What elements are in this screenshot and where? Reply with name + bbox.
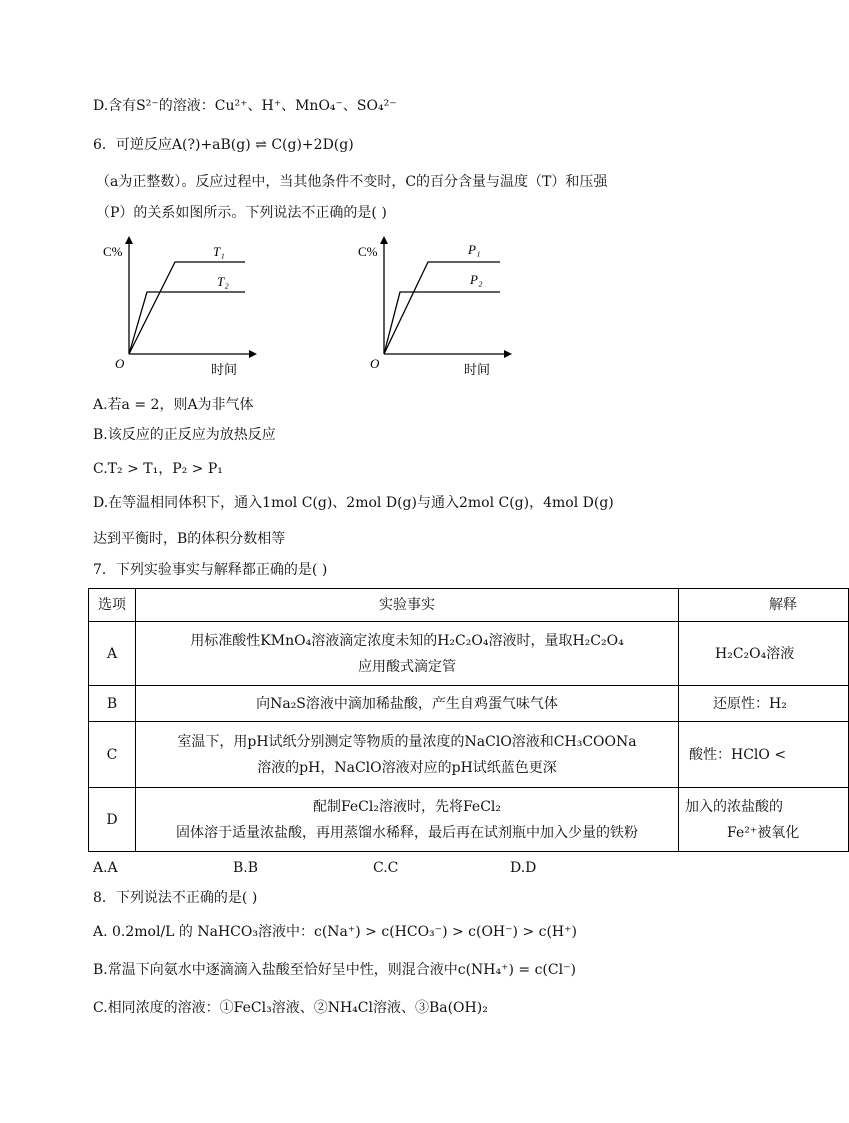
curve-p2	[384, 292, 500, 354]
y-axis-arrow	[125, 236, 133, 244]
row-explain	[679, 686, 849, 722]
graph2-curve-bottom: P₂	[470, 272, 483, 287]
graph2-origin: O	[370, 356, 380, 371]
row-fact	[136, 722, 679, 788]
row-fact	[136, 788, 679, 852]
row-label: A	[89, 622, 136, 686]
fact-line2: 固体溶于适量浓盐酸，再用蒸馏水稀释，最后再在试剂瓶中加入少量的铁粉	[176, 824, 638, 841]
fact-line1: 用标准酸性KMnO₄溶液滴定浓度未知的H₂C₂O₄溶液时，量取H₂C₂O₄	[190, 632, 624, 649]
q6-stem-line3: （P）的关系如图所示。下列说法不正确的是( )	[96, 205, 387, 221]
table-row	[89, 788, 849, 852]
q7-stem: 7．下列实验事实与解释都正确的是( )	[93, 562, 328, 578]
explain-line1: 酸性：HClO <	[689, 746, 787, 763]
experiment-table	[88, 588, 849, 852]
answer-option-c: C.C	[373, 860, 399, 876]
graph1-xlabel: 时间	[211, 363, 238, 378]
x-axis-arrow	[249, 350, 257, 358]
curve-p1	[384, 262, 500, 354]
graph1-curve-top: T₁	[213, 244, 225, 259]
table-row	[89, 722, 849, 788]
answer-option-d: D.D	[510, 860, 537, 876]
header-explain: 解释	[679, 589, 849, 622]
graph1-curve-bottom: T₂	[217, 274, 229, 289]
q8-option-a: A. 0.2mol/L 的 NaHCO₃溶液中：c(Na⁺) > c(HCO₃⁻) > c(OH⁻) > c(H⁺)	[93, 924, 577, 940]
fact-line1: 室温下，用pH试纸分别测定等物质的量浓度的NaClO溶液和CH₃COONa	[177, 733, 637, 750]
header-fact: 实验事实	[136, 589, 679, 622]
q8-option-b: B.常温下向氨水中逐滴滴入盐酸至恰好呈中性，则混合液中c(NH₄⁺) = c(Cl⁻)	[93, 962, 576, 978]
answer-option-a: A.A	[93, 860, 118, 876]
pressure-graph	[350, 232, 520, 380]
q8-option-c: C.相同浓度的溶液：①FeCl₃溶液、②NH₄Cl溶液、③Ba(OH)₂	[93, 1000, 488, 1016]
graph2-curve-top: P₁	[468, 242, 481, 257]
explain-line1: 加入的浓盐酸的	[685, 798, 783, 815]
header-option: 选项	[89, 589, 136, 622]
graph2-ylabel: C%	[358, 244, 378, 259]
table-row	[89, 686, 849, 722]
row-label: B	[89, 686, 136, 722]
row-label: C	[89, 722, 136, 788]
q6-option-c: C.T₂ > T₁，P₂ > P₁	[93, 461, 223, 477]
graph1-origin: O	[115, 356, 125, 371]
row-label: D	[89, 788, 136, 852]
graph1-ylabel: C%	[103, 244, 123, 259]
explain-line1: 还原性：H₂	[713, 695, 787, 712]
table-header-row	[89, 589, 849, 622]
x-axis-arrow	[504, 350, 512, 358]
y-axis-arrow	[380, 236, 388, 244]
q6-stem-line1: 6．可逆反应A(?)+aB(g) ⇌ C(g)+2D(g)	[93, 137, 354, 153]
curve-t2	[129, 292, 245, 354]
fact-line2: 溶液的pH，NaClO溶液对应的pH试纸蓝色更深	[257, 759, 557, 776]
row-fact	[136, 686, 679, 722]
q6-option-b: B.该反应的正反应为放热反应	[93, 427, 276, 443]
fact-line1: 配制FeCl₂溶液时，先将FeCl₂	[312, 798, 502, 815]
answer-option-b: B.B	[233, 860, 259, 876]
q5-option-d: D.含有S²⁻的溶液：Cu²⁺、H⁺、MnO₄⁻、SO₄²⁻	[93, 98, 397, 114]
q6-option-d-line1: D.在等温相同体积下，通入1mol C(g)、2mol D(g)与通入2mol C(g)，4mol D(g)	[93, 495, 614, 511]
q6-option-a: A.若a = 2，则A为非气体	[93, 397, 254, 413]
row-explain	[679, 622, 849, 686]
row-fact	[136, 622, 679, 686]
row-explain	[679, 722, 849, 788]
fact-line1: 向Na₂S溶液中滴加稀盐酸，产生自鸡蛋气味气体	[256, 695, 558, 712]
q6-stem-line2: （a为正整数）。反应过程中，当其他条件不变时，C的百分含量与温度（T）和压强	[96, 174, 608, 190]
q6-option-d-line2: 达到平衡时，B的体积分数相等	[93, 531, 286, 547]
row-explain	[679, 788, 849, 852]
explain-line2: Fe²⁺被氧化	[727, 824, 800, 841]
table-row	[89, 622, 849, 686]
fact-line2: 应用酸式滴定管	[358, 658, 456, 675]
temperature-graph	[95, 232, 265, 380]
graph2-xlabel: 时间	[464, 363, 491, 378]
explain-line1: H₂C₂O₄溶液	[715, 645, 795, 662]
q8-stem: 8．下列说法不正确的是( )	[93, 890, 258, 906]
